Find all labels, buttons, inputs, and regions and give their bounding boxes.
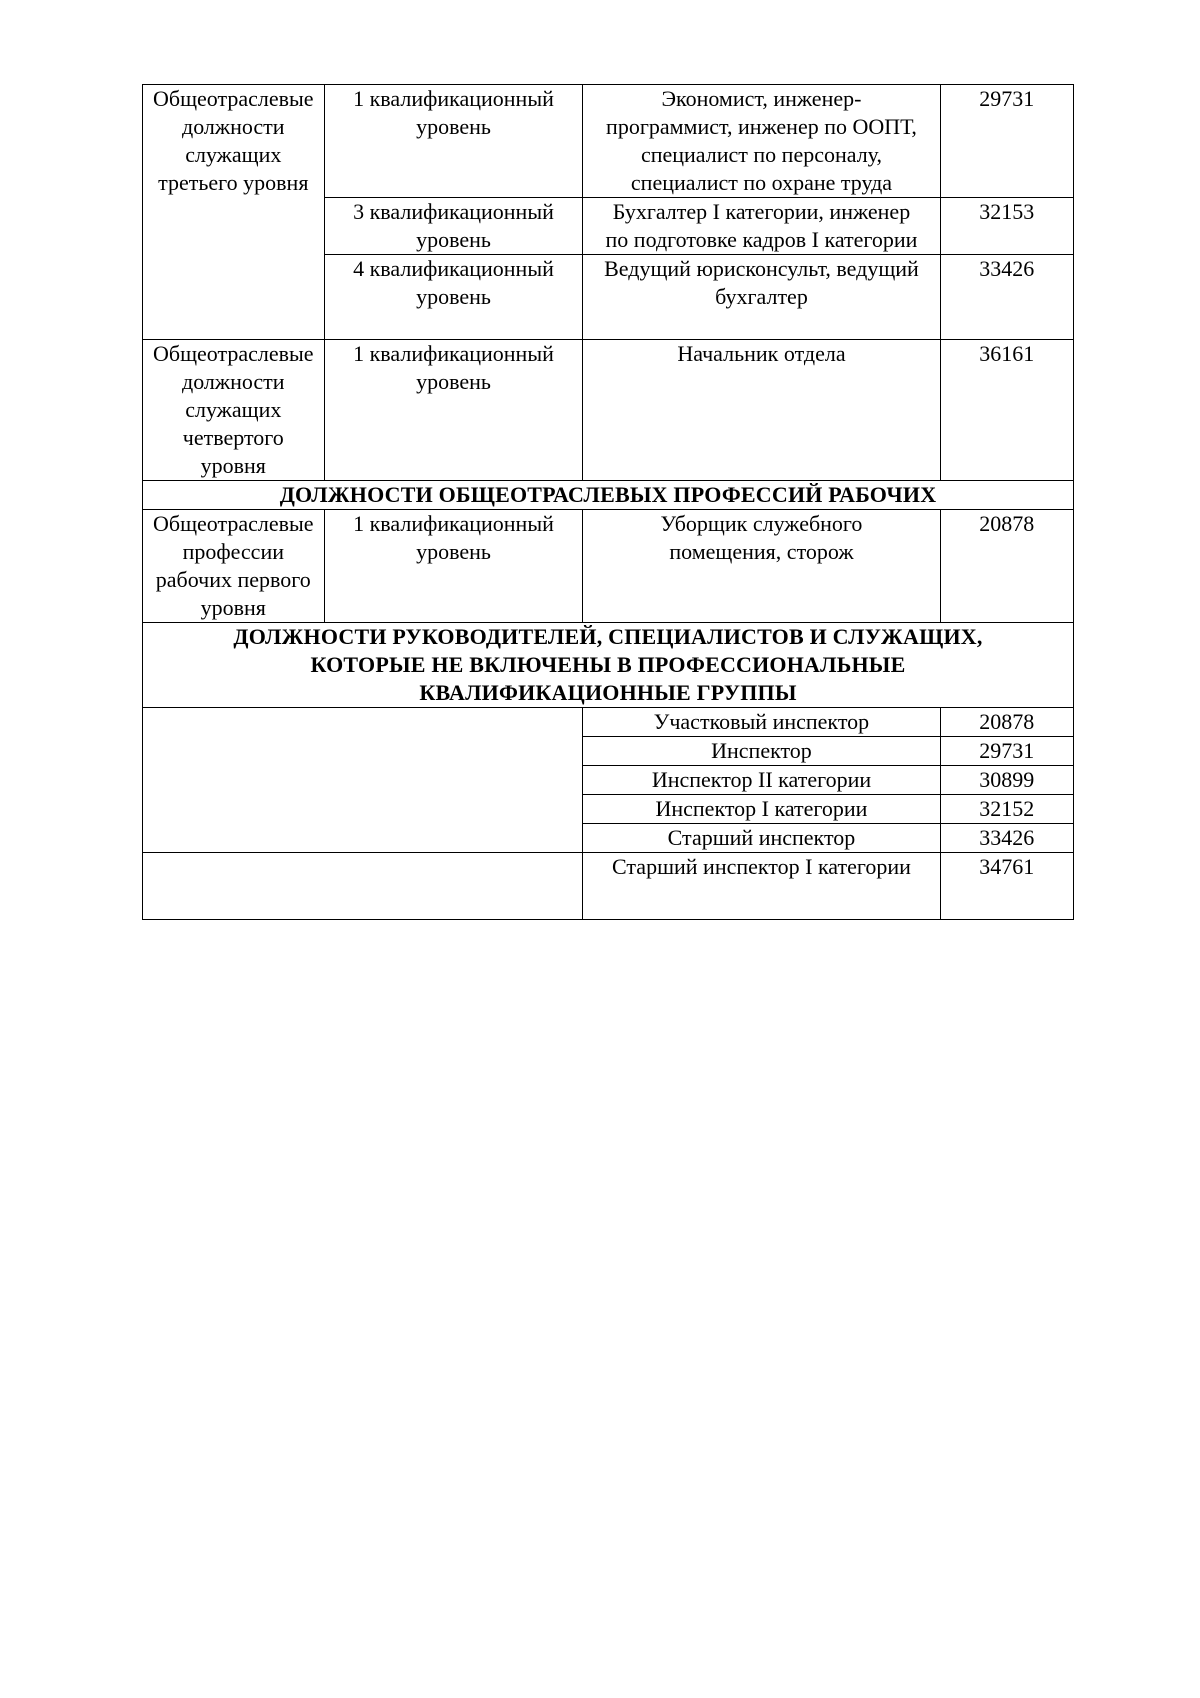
section-heading-unassigned: ДОЛЖНОСТИ РУКОВОДИТЕЛЕЙ, СПЕЦИАЛИСТОВ И СЛУЖАЩИХ, КОТОРЫЕ НЕ ВКЛЮЧЕНЫ В ПРОФЕССИОНАЛЬНЫЕ КВАЛИФИКАЦИОННЫЕ ГРУППЫ	[143, 623, 1074, 708]
positions-cell: Уборщик служебного помещения, сторож	[583, 510, 940, 623]
salary-table	[142, 84, 1074, 920]
positions-cell: Инспектор I категории	[583, 795, 940, 824]
salary-cell: 20878	[940, 510, 1073, 623]
empty-cell	[143, 708, 583, 853]
table-row	[143, 85, 1074, 198]
positions-cell: Участковый инспектор	[583, 708, 940, 737]
section-heading-row	[143, 623, 1074, 708]
salary-cell: 32153	[940, 198, 1073, 255]
salary-cell: 33426	[940, 255, 1073, 340]
positions-cell: Бухгалтер I категории, инженер по подготовке кадров I категории	[583, 198, 940, 255]
level-cell: 1 квалификационный уровень	[324, 340, 583, 481]
group-cell-third-level: Общеотраслевые должности служащих третьего уровня	[143, 85, 325, 340]
table-row	[143, 340, 1074, 481]
level-cell: 1 квалификационный уровень	[324, 85, 583, 198]
salary-cell: 34761	[940, 853, 1073, 920]
level-cell: 4 квалификационный уровень	[324, 255, 583, 340]
salary-cell: 36161	[940, 340, 1073, 481]
positions-cell: Экономист, инженер- программист, инженер по ООПТ, специалист по персоналу, специалист по охране труда	[583, 85, 940, 198]
positions-cell: Старший инспектор	[583, 824, 940, 853]
salary-cell: 20878	[940, 708, 1073, 737]
salary-cell: 33426	[940, 824, 1073, 853]
section-heading-row	[143, 481, 1074, 510]
positions-cell: Ведущий юрисконсульт, ведущий бухгалтер	[583, 255, 940, 340]
salary-cell: 29731	[940, 737, 1073, 766]
empty-cell	[143, 853, 583, 920]
positions-cell: Старший инспектор I категории	[583, 853, 940, 920]
section-heading-workers: ДОЛЖНОСТИ ОБЩЕОТРАСЛЕВЫХ ПРОФЕССИЙ РАБОЧИХ	[143, 481, 1074, 510]
table-row	[143, 853, 1074, 920]
level-cell: 3 квалификационный уровень	[324, 198, 583, 255]
salary-cell: 32152	[940, 795, 1073, 824]
level-cell: 1 квалификационный уровень	[324, 510, 583, 623]
salary-cell: 29731	[940, 85, 1073, 198]
table-row	[143, 708, 1074, 737]
group-cell-fourth-level: Общеотраслевые должности служащих четвертого уровня	[143, 340, 325, 481]
positions-cell: Инспектор	[583, 737, 940, 766]
table-row	[143, 510, 1074, 623]
positions-cell: Инспектор II категории	[583, 766, 940, 795]
positions-cell: Начальник отдела	[583, 340, 940, 481]
group-cell-workers-first-level: Общеотраслевые профессии рабочих первого уровня	[143, 510, 325, 623]
salary-cell: 30899	[940, 766, 1073, 795]
